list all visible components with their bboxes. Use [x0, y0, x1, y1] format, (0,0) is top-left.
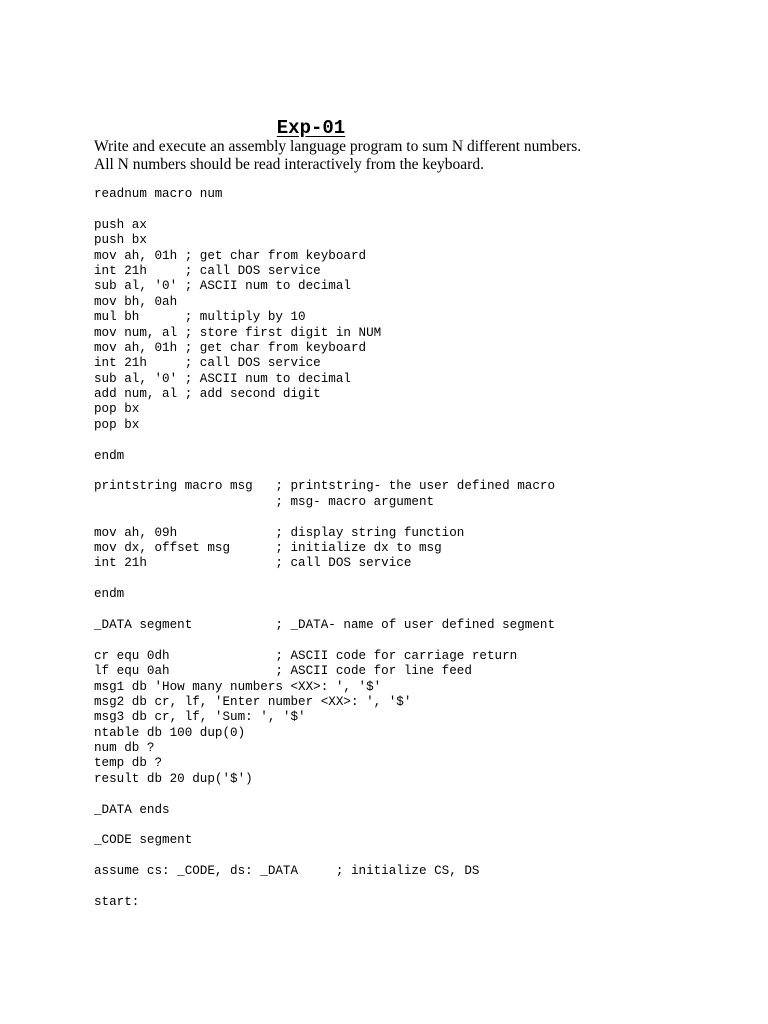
- code-line: [94, 603, 734, 618]
- code-line: [94, 787, 734, 802]
- code-line: mov dx, offset msg ; initialize dx to msg: [94, 540, 442, 555]
- code-line: _DATA segment ; _DATA- name of user defined segment: [94, 617, 556, 632]
- code-line: add num, al ; add second digit: [94, 387, 321, 402]
- description-line-2: All N numbers should be read interactively from the keyboard.: [94, 156, 484, 173]
- code-line: num db ?: [94, 741, 155, 756]
- code-line: [94, 572, 734, 587]
- code-line: [94, 202, 734, 217]
- code-line: pop bx: [94, 417, 140, 432]
- code-line: mul bh ; multiply by 10: [94, 310, 306, 325]
- code-line: push ax: [94, 217, 147, 232]
- code-line: endm: [94, 587, 125, 602]
- code-line: [94, 849, 734, 864]
- code-line: msg3 db cr, lf, 'Sum: ', '$': [94, 710, 306, 725]
- code-line: endm: [94, 448, 125, 463]
- code-line: _DATA ends: [94, 802, 170, 817]
- code-line: ; msg- macro argument: [94, 494, 435, 509]
- code-line: [94, 633, 734, 648]
- code-line: [94, 880, 734, 895]
- code-line: mov bh, 0ah: [94, 294, 178, 309]
- code-line: mov ah, 01h ; get char from keyboard: [94, 340, 367, 355]
- code-line: pop bx: [94, 402, 140, 417]
- assembly-code-listing: [94, 187, 734, 910]
- code-line: [94, 464, 734, 479]
- code-line: push bx: [94, 233, 147, 248]
- assignment-description: [94, 138, 714, 174]
- code-line: ntable db 100 dup(0): [94, 725, 246, 740]
- code-line: [94, 433, 734, 448]
- code-line: mov ah, 01h ; get char from keyboard: [94, 248, 367, 263]
- code-line: temp db ?: [94, 756, 163, 771]
- code-line: start:: [94, 894, 140, 909]
- code-line: mov ah, 09h ; display string function: [94, 525, 465, 540]
- code-line: mov num, al ; store first digit in NUM: [94, 325, 382, 340]
- code-line: int 21h ; call DOS service: [94, 556, 412, 571]
- code-line: lf equ 0ah ; ASCII code for line feed: [94, 664, 472, 679]
- code-line: readnum macro num: [94, 187, 223, 201]
- code-line: sub al, '0' ; ASCII num to decimal: [94, 279, 351, 294]
- code-line: assume cs: _CODE, ds: _DATA ; initialize CS, DS: [94, 864, 480, 879]
- document-title: Exp-01: [276, 117, 346, 139]
- code-line: sub al, '0' ; ASCII num to decimal: [94, 371, 351, 386]
- code-line: [94, 510, 734, 525]
- code-line: result db 20 dup('$'): [94, 771, 253, 786]
- code-line: [94, 818, 734, 833]
- code-line: _CODE segment: [94, 833, 193, 848]
- code-line: msg1 db 'How many numbers <XX>: ', '$': [94, 679, 382, 694]
- code-line: int 21h ; call DOS service: [94, 356, 321, 371]
- code-line: int 21h ; call DOS service: [94, 263, 321, 278]
- code-line: cr equ 0dh ; ASCII code for carriage return: [94, 648, 518, 663]
- code-line: msg2 db cr, lf, 'Enter number <XX>: ', '$': [94, 694, 412, 709]
- description-line-1: Write and execute an assembly language program to sum N different numbers.: [94, 138, 582, 155]
- code-line: printstring macro msg ; printstring- the user defined macro: [94, 479, 556, 494]
